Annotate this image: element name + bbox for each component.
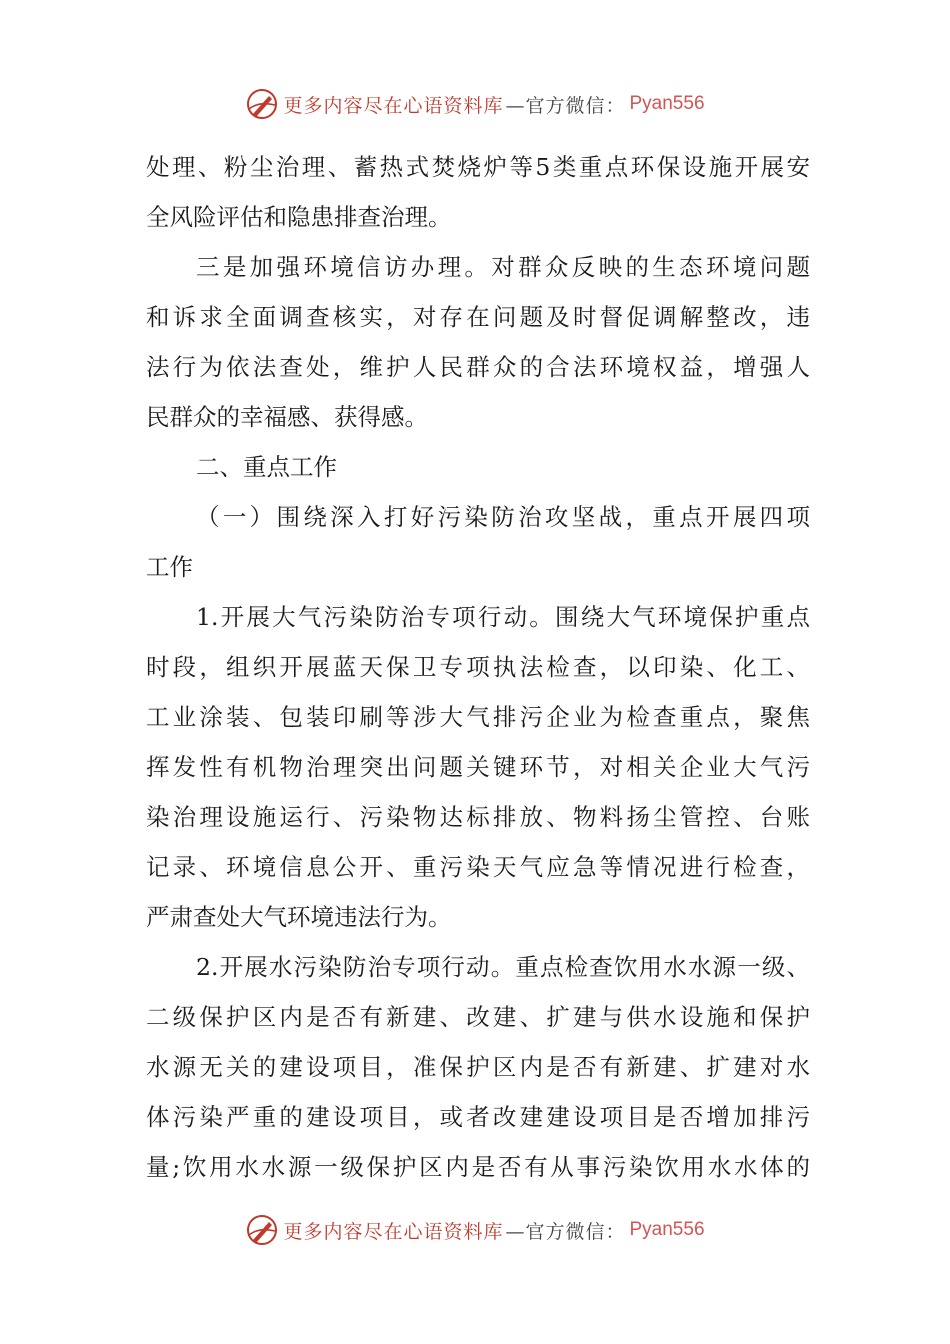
text-line: 染治理设施运行、污染物达标排放、物料扬尘管控、台账 bbox=[146, 803, 810, 831]
watermark-title: 更多内容尽在心语资料库 bbox=[283, 94, 504, 117]
subsection-heading: （一）围绕深入打好污染防治攻坚战，重点开展四项 bbox=[196, 503, 810, 531]
pen-logo-icon bbox=[245, 87, 279, 121]
text-line: 工业涂装、包装印刷等涉大气排污企业为检查重点，聚焦 bbox=[146, 703, 810, 731]
text-line: 民群众的幸福感、获得感。 bbox=[146, 403, 428, 431]
watermark-title: 更多内容尽在心语资料库 bbox=[283, 1220, 504, 1243]
header-watermark bbox=[0, 84, 950, 124]
pen-logo-icon bbox=[245, 1213, 279, 1247]
paragraph-first-line: 三是加强环境信访办理。对群众反映的生态环境问题 bbox=[196, 253, 810, 281]
text-line: 时段，组织开展蓝天保卫专项执法检查，以印染、化工、 bbox=[146, 653, 810, 681]
watermark-wechat-id: Pyan556 bbox=[629, 93, 705, 114]
watermark-wechat-label: —官方微信： bbox=[505, 1220, 626, 1243]
document-body bbox=[146, 142, 810, 1192]
watermark-wechat-id: Pyan556 bbox=[629, 1219, 705, 1240]
section-heading: 二、重点工作 bbox=[196, 453, 337, 481]
text-line: 量;饮用水水源一级保护区内是否有从事污染饮用水水体的 bbox=[146, 1153, 810, 1181]
text-line: 水源无关的建设项目，准保护区内是否有新建、扩建对水 bbox=[146, 1053, 810, 1081]
paragraph-first-line: 1.开展大气污染防治专项行动。围绕大气环境保护重点 bbox=[196, 603, 810, 631]
paragraph-first-line: 2.开展水污染防治专项行动。重点检查饮用水水源一级、 bbox=[196, 953, 810, 981]
footer-watermark bbox=[0, 1210, 950, 1250]
watermark-wechat-label: —官方微信： bbox=[505, 94, 626, 117]
text-line: 体污染严重的建设项目，或者改建建设项目是否增加排污 bbox=[146, 1103, 810, 1131]
text-line: 严肃查处大气环境违法行为。 bbox=[146, 903, 452, 931]
text-line: 记录、环境信息公开、重污染天气应急等情况进行检查， bbox=[146, 853, 810, 881]
text-line: 挥发性有机物治理突出问题关键环节，对相关企业大气污 bbox=[146, 753, 810, 781]
text-line: 全风险评估和隐患排查治理。 bbox=[146, 203, 452, 231]
text-line: 处理、粉尘治理、蓄热式焚烧炉等5类重点环保设施开展安 bbox=[146, 153, 810, 181]
text-line: 二级保护区内是否有新建、改建、扩建与供水设施和保护 bbox=[146, 1003, 810, 1031]
text-line: 工作 bbox=[146, 553, 193, 581]
text-line: 和诉求全面调查核实，对存在问题及时督促调解整改，违 bbox=[146, 303, 810, 331]
text-line: 法行为依法查处，维护人民群众的合法环境权益，增强人 bbox=[146, 353, 810, 381]
